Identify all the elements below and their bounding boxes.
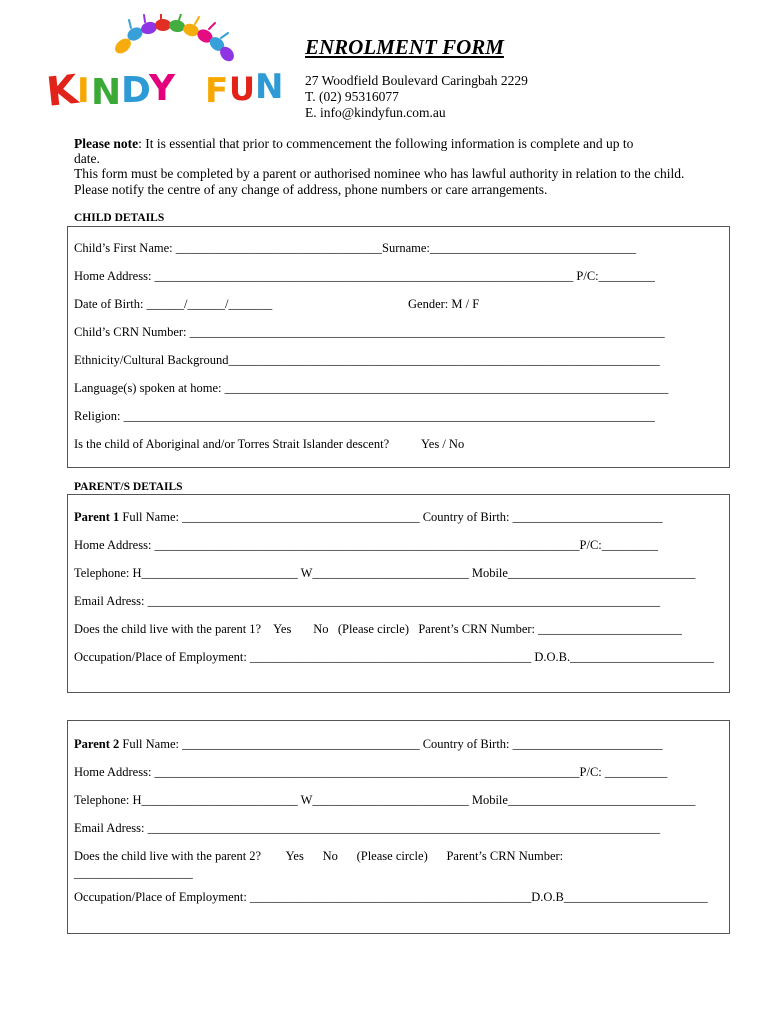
parent-1-email-field[interactable]: Email Adress: __________________________________________________________________________________ (74, 594, 661, 608)
centre-address: 27 Woodfield Boulevard Caringbah 2229 (305, 73, 528, 88)
parent-1-full-name-field[interactable] (74, 510, 663, 525)
child-ethnicity-field[interactable]: Ethnicity/Cultural Background_____________________________________________________________________ (74, 353, 660, 367)
parent-2-home-address-field[interactable]: Home Address: ____________________________________________________________________P/C: __________ (74, 765, 668, 779)
child-gender-field[interactable]: Gender: M / F (408, 297, 480, 311)
child-aboriginal-yes-no[interactable]: Yes / No (421, 437, 465, 451)
parent-2-lives-with-field[interactable]: Does the child live with the parent 2? Yes No (Please circle) Parent’s CRN Number: (74, 849, 564, 863)
child-first-name-field[interactable]: Child’s First Name: _________________________________Surname:_________________________________ (74, 241, 637, 255)
parent-2-telephone-field[interactable]: Telephone: H_________________________ W_________________________ Mobile______________________________ (74, 793, 696, 807)
child-details-heading: CHILD DETAILS (74, 212, 165, 224)
child-aboriginal-question: Is the child of Aboriginal and/or Torres Strait Islander descent? (74, 437, 390, 451)
parent-2-label: Parent 2 (74, 737, 120, 751)
centre-phone: T. (02) 95316077 (305, 89, 399, 104)
svg-text:U: U (229, 70, 256, 108)
parent-1-telephone-field[interactable]: Telephone: H_________________________ W_________________________ Mobile______________________________ (74, 566, 696, 580)
svg-text:N: N (255, 67, 285, 107)
handprints-arc-icon (45, 14, 295, 114)
svg-text:Y: Y (149, 68, 177, 109)
form-title: ENROLMENT FORM (305, 35, 504, 59)
child-religion-field[interactable]: Religion: _____________________________________________________________________________________ (74, 409, 655, 423)
logo-lettering (45, 67, 284, 114)
parent-2-crn-field[interactable]: ___________________ (74, 866, 193, 880)
parent-1-full-name-text: Full Name: ______________________________________ Country of Birth: ________________________ (119, 510, 663, 524)
child-details-box (67, 226, 730, 468)
svg-text:D: D (121, 70, 152, 111)
parent-1-occupation-field[interactable]: Occupation/Place of Employment: _____________________________________________ D.O.B._______________________ (74, 650, 714, 664)
note-line-4: Please notify the centre of any change of address, phone numbers or care arrangements. (74, 182, 548, 197)
note-text-1: : It is essential that prior to commencement the following information is complete and up to (138, 136, 634, 151)
svg-text:N: N (91, 72, 123, 113)
parents-details-heading: PARENT/S DETAILS (74, 481, 183, 493)
centre-email: E. info@kindyfun.com.au (305, 105, 446, 120)
note-line-2: date. (74, 151, 100, 166)
child-language-field[interactable]: Language(s) spoken at home: _______________________________________________________________________ (74, 381, 669, 395)
note-line-3: This form must be completed by a parent or authorised nominee who has lawful authority in relation to the child. (74, 166, 685, 181)
svg-text:I: I (77, 71, 91, 111)
parent-2-full-name-text: Full Name: ______________________________________ Country of Birth: ________________________ (119, 737, 663, 751)
note-line-1 (74, 136, 633, 152)
child-dob-field[interactable]: Date of Birth: ______/______/_______ (74, 297, 273, 311)
kindy-fun-logo (45, 14, 295, 114)
child-home-address-field[interactable]: Home Address: ___________________________________________________________________ P/C:_________ (74, 269, 655, 283)
parent-1-lives-with-field[interactable]: Does the child live with the parent 1? Yes No (Please circle) Parent’s CRN Number: _______________________ (74, 622, 682, 636)
parent-1-label: Parent 1 (74, 510, 120, 524)
svg-text:F: F (205, 71, 230, 111)
child-crn-field[interactable]: Child’s CRN Number: ____________________________________________________________________________ (74, 325, 665, 339)
parent-1-home-address-field[interactable]: Home Address: ____________________________________________________________________P/C:_________ (74, 538, 659, 552)
parent-2-occupation-field[interactable]: Occupation/Place of Employment: _____________________________________________D.O.B_______________________ (74, 890, 708, 904)
parent-2-full-name-field[interactable] (74, 737, 663, 752)
svg-text:K: K (45, 66, 82, 114)
note-bold-label: Please note (74, 136, 139, 151)
parent-2-email-field[interactable]: Email Adress: __________________________________________________________________________________ (74, 821, 661, 835)
